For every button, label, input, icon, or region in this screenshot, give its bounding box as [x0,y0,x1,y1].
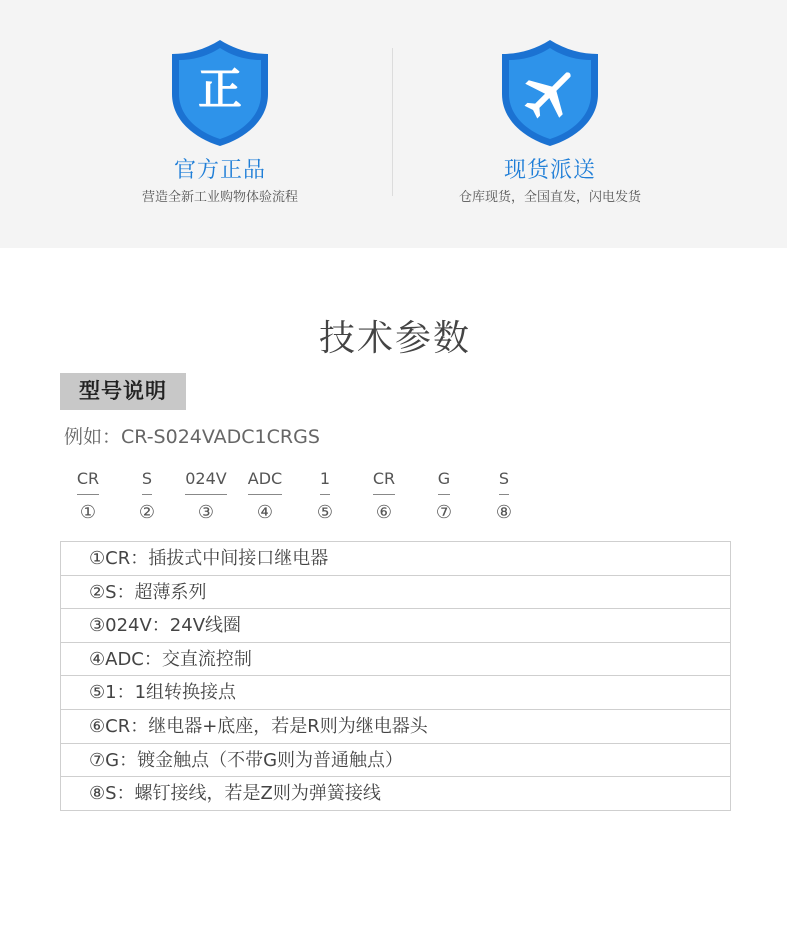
code-segment [181,468,231,524]
model-spec-table [60,541,731,811]
code-segment-text: S [499,468,509,495]
code-segment-number: ② [138,502,156,523]
code-segment [300,468,350,524]
code-segment [63,468,113,524]
feature-subtitle: 营造全新工业购物体验流程 [141,190,298,205]
model-example: 例如：CR-S024VADC1CRGS [64,426,320,448]
model-code-breakdown [0,468,790,532]
code-segment [419,468,469,524]
code-segment-number: ① [79,502,97,523]
code-segment-text: S [142,468,152,495]
code-segment-text: 1 [320,468,330,495]
code-segment [479,468,529,524]
feature-divider [392,48,393,196]
table-row: ③024V：24V线圈 [61,609,730,643]
code-segment-number: ⑧ [495,502,513,523]
feature-title: 现货派送 [503,158,596,183]
zheng-character-shield-icon [170,38,270,148]
shield-icon-text: 正 [198,64,242,115]
feature-banner [0,0,787,248]
code-segment-number: ④ [256,502,274,523]
code-segment-text: CR [373,468,395,495]
table-row: ⑤1：1组转换接点 [61,676,730,710]
model-description-tag: 型号说明 [60,373,186,410]
code-segment-number: ⑦ [435,502,453,523]
airplane-shield-icon [500,38,600,148]
code-segment [240,468,290,524]
code-segment-text: ADC [248,468,282,495]
code-segment-number: ③ [197,502,215,523]
code-segment-text: 024V [185,468,226,495]
table-row: ②S：超薄系列 [61,576,730,610]
feature-subtitle: 仓库现货，全国直发，闪电发货 [458,190,641,205]
code-segment [122,468,172,524]
table-row: ④ADC：交直流控制 [61,643,730,677]
feature-title: 官方正品 [173,158,266,183]
section-title: 技术参数 [318,318,471,359]
table-row: ①CR：插拔式中间接口继电器 [61,542,730,576]
table-row: ⑧S：螺钉接线，若是Z则为弹簧接线 [61,777,730,811]
code-segment-number: ⑤ [316,502,334,523]
feature-delivery [430,38,670,207]
code-segment-text: G [438,468,450,495]
code-segment-number: ⑥ [375,502,393,523]
table-row: ⑥CR：继电器+底座，若是R则为继电器头 [61,710,730,744]
code-segment [359,468,409,524]
table-row: ⑦G：镀金触点（不带G则为普通触点） [61,744,730,778]
code-segment-text: CR [77,468,99,495]
feature-authentic [100,38,340,207]
